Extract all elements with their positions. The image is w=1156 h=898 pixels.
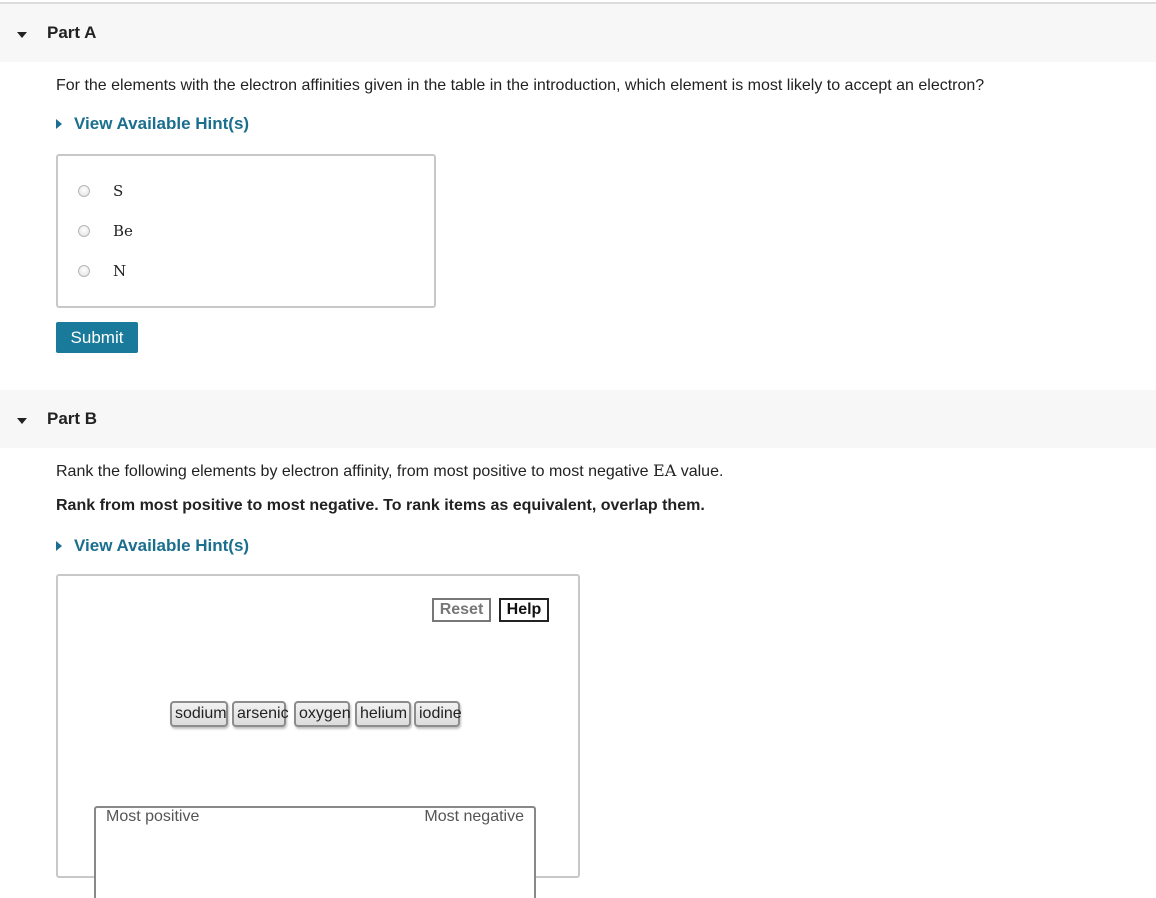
part-a-header[interactable]: [0, 4, 1156, 62]
radio-button[interactable]: [78, 225, 90, 237]
choice-label: Be: [113, 222, 133, 240]
part-b-hint-toggle[interactable]: [56, 536, 249, 556]
part-b-instruction: Rank from most positive to most negative. To rank items as equivalent, overlap them.: [56, 497, 705, 514]
answer-choices: [56, 154, 436, 308]
question-text-end: value.: [676, 463, 724, 480]
caret-right-icon: [56, 119, 62, 129]
hint-label: View Available Hint(s): [74, 114, 250, 133]
radio-button[interactable]: [78, 185, 90, 197]
part-a-hint-toggle[interactable]: [56, 114, 249, 134]
help-button[interactable]: Help: [499, 598, 549, 622]
choice-n[interactable]: [78, 262, 126, 280]
ranking-drop-zone[interactable]: [94, 806, 536, 898]
choice-be[interactable]: [78, 222, 133, 240]
part-b-question: [56, 461, 723, 481]
draggable-items: [170, 701, 470, 729]
part-a-title: Part A: [47, 23, 97, 42]
item-sodium[interactable]: sodium: [170, 701, 228, 727]
part-b-header[interactable]: [0, 390, 1156, 448]
item-arsenic[interactable]: arsenic: [232, 701, 286, 727]
choice-s[interactable]: [78, 182, 123, 200]
item-oxygen[interactable]: oxygen: [294, 701, 350, 727]
ea-symbol: EA: [653, 461, 677, 480]
item-helium[interactable]: helium: [355, 701, 411, 727]
item-iodine[interactable]: iodine: [414, 701, 460, 727]
caret-down-icon[interactable]: [17, 418, 27, 424]
most-positive-label: Most positive: [102, 808, 203, 826]
question-text: Rank the following elements by electron affinity, from most positive to most negative: [56, 463, 654, 480]
part-a-question: For the elements with the electron affinities given in the table in the introduction, which element is most likely to accept an electron?: [56, 77, 985, 94]
part-b-title: Part B: [47, 409, 98, 428]
ranking-widget: [56, 574, 580, 878]
most-negative-label: Most negative: [420, 808, 528, 826]
radio-button[interactable]: [78, 265, 90, 277]
caret-right-icon: [56, 541, 62, 551]
choice-label: N: [113, 262, 127, 280]
caret-down-icon[interactable]: [17, 32, 27, 38]
submit-button[interactable]: Submit: [56, 322, 138, 353]
reset-button[interactable]: Reset: [432, 598, 491, 622]
hint-label: View Available Hint(s): [74, 536, 250, 555]
choice-label: S: [113, 182, 124, 200]
